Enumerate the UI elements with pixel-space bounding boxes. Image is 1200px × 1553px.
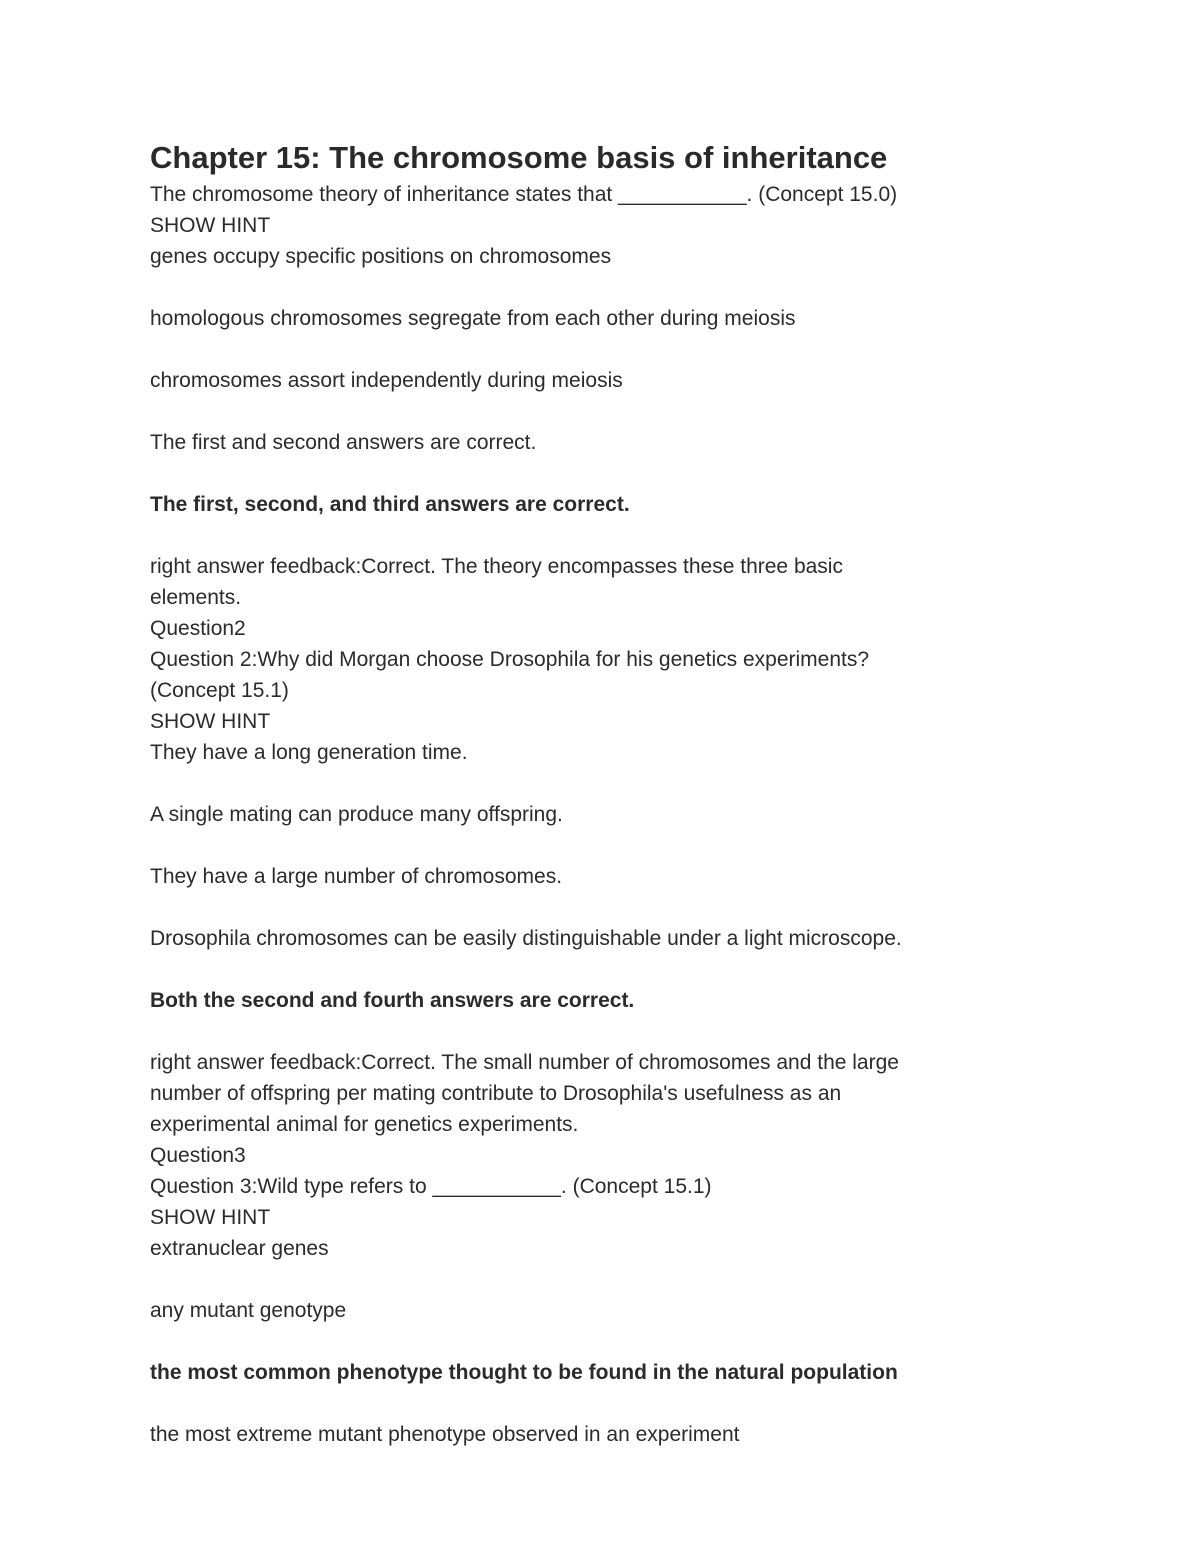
question-2-heading: Question2	[150, 617, 246, 640]
question-2-feedback: right answer feedback:Correct. The small number of chromosomes and the large	[150, 1051, 899, 1074]
question-1-option-2: homologous chromosomes segregate from each other during meiosis	[150, 307, 796, 330]
question-3-option-1: extranuclear genes	[150, 1237, 329, 1260]
question-1-option-1: genes occupy specific positions on chromosomes	[150, 245, 612, 268]
question-2-feedback-cont-2: experimental animal for genetics experiments.	[150, 1113, 579, 1136]
question-2-show-hint: SHOW HINT	[150, 710, 271, 733]
question-1-feedback-cont: elements.	[150, 586, 242, 609]
question-2-prompt: Question 2:Why did Morgan choose Drosophila for his genetics experiments?	[150, 648, 870, 671]
question-2-option-4: Drosophila chromosomes can be easily distinguishable under a light microscope.	[150, 927, 902, 950]
spacer	[150, 272, 1070, 303]
question-1-show-hint: SHOW HINT	[150, 214, 271, 237]
spacer	[150, 1264, 1070, 1295]
question-2-option-5-correct: Both the second and fourth answers are correct.	[150, 989, 635, 1012]
question-2-prompt-cont: (Concept 15.1)	[150, 679, 289, 702]
page-title: Chapter 15: The chromosome basis of inheritance	[150, 140, 888, 175]
question-3-heading: Question3	[150, 1144, 246, 1167]
question-3-option-4: the most extreme mutant phenotype observed in an experiment	[150, 1423, 740, 1446]
spacer	[150, 396, 1070, 427]
spacer	[150, 1388, 1070, 1419]
question-2-feedback-cont: number of offspring per mating contribute to Drosophila's usefulness as an	[150, 1082, 842, 1105]
spacer	[150, 830, 1070, 861]
question-1-prompt: The chromosome theory of inheritance states that ___________. (Concept 15.0)	[150, 183, 898, 206]
question-3-option-3-correct: the most common phenotype thought to be found in the natural population	[150, 1361, 898, 1384]
question-2-option-2: A single mating can produce many offspring.	[150, 803, 563, 826]
spacer	[150, 768, 1070, 799]
question-1-option-3: chromosomes assort independently during meiosis	[150, 369, 623, 392]
spacer	[150, 892, 1070, 923]
question-1-feedback: right answer feedback:Correct. The theory encompasses these three basic	[150, 555, 843, 578]
spacer	[150, 954, 1070, 985]
document-page	[150, 138, 1070, 1450]
spacer	[150, 520, 1070, 551]
spacer	[150, 1326, 1070, 1357]
question-1-option-4: The first and second answers are correct.	[150, 431, 537, 454]
question-3-option-2: any mutant genotype	[150, 1299, 347, 1322]
question-1-option-5-correct: The first, second, and third answers are correct.	[150, 493, 630, 516]
question-2-option-3: They have a large number of chromosomes.	[150, 865, 563, 888]
question-3-show-hint: SHOW HINT	[150, 1206, 271, 1229]
spacer	[150, 458, 1070, 489]
spacer	[150, 334, 1070, 365]
question-2-option-1: They have a long generation time.	[150, 741, 468, 764]
question-3-prompt: Question 3:Wild type refers to ___________. (Concept 15.1)	[150, 1175, 712, 1198]
spacer	[150, 1016, 1070, 1047]
